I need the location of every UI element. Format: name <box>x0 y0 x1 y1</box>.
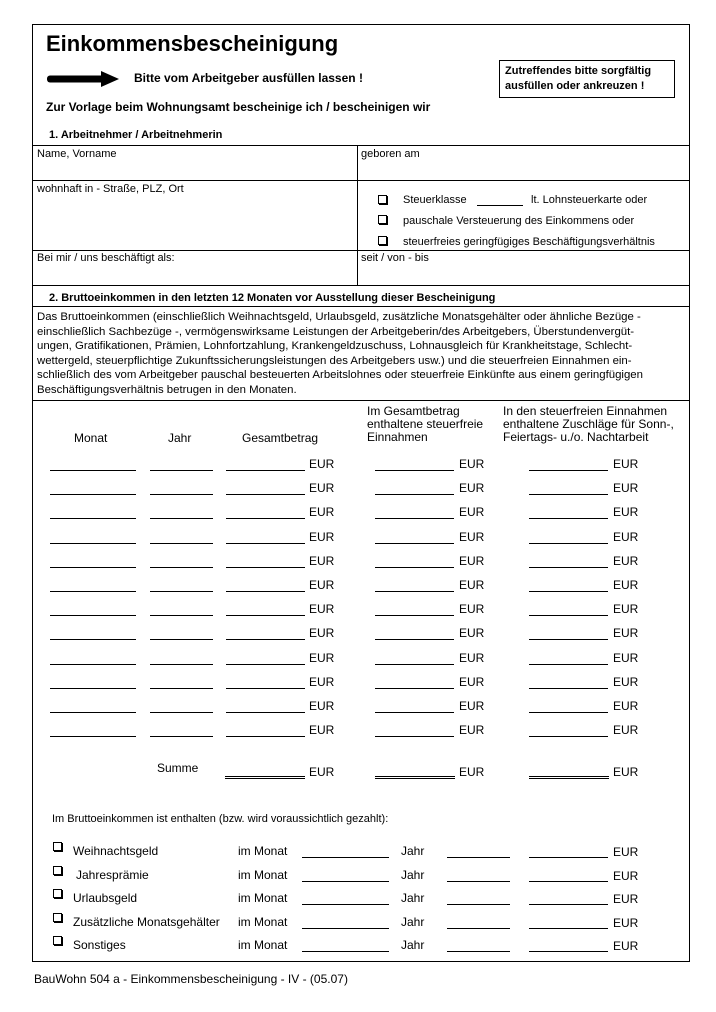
currency-label: EUR <box>459 723 485 737</box>
year-label: Jahr <box>401 915 425 929</box>
extra-label: Jahresprämie <box>76 868 149 882</box>
in-month-label: im Monat <box>238 868 288 882</box>
taxfree-amount-field[interactable] <box>375 736 454 737</box>
currency-label: EUR <box>309 505 335 519</box>
currency-label: EUR <box>459 578 485 592</box>
extra-month-field[interactable] <box>302 951 389 952</box>
income-description: Das Bruttoeinkommen (einschließlich Weihnachtsgeld, Urlaubsgeld, zusätzliche Monatsgehälter oder ähnliche Bezüge - einschließlich Sachbezüge -, vermögenswirksame Leistungen der Arbeitgeberin/des Arbeitgebers, Überstundenvergüt- ungen, Gratifikationen, Prämien, Lohnfortzahlung, Krankengeldzuschuss, Lohnausgleich für Krankheitstage, Schlecht- wettergeld, steuerpflichtige Zukunftssicherungsleistungen des Arbeitgebers usw.) und die steuerfreien Einnahmen ein- schließlich des vom Arbeitgeber pauschal besteuerten Arbeitslohnes oder steuerfreie Einkünfte aus einem geringfügigen Beschäftigungsverhältnis betrugen in den Monaten. <box>37 311 643 396</box>
extra-year-field[interactable] <box>447 928 510 929</box>
total-amount-field[interactable] <box>226 494 305 495</box>
form-footer: BauWohn 504 a - Einkommensbescheinigung - IV - (05.07) <box>34 972 348 986</box>
surcharge-amount-field[interactable] <box>529 664 608 665</box>
currency-label: EUR <box>459 505 485 519</box>
currency-label: EUR <box>309 481 335 495</box>
year-field[interactable] <box>150 664 213 665</box>
extra-amount-field[interactable] <box>529 857 608 858</box>
note-box-text: Zutreffendes bitte sorgfältig ausfüllen oder ankreuzen ! <box>505 65 652 92</box>
year-label: Jahr <box>401 938 425 952</box>
month-field[interactable] <box>50 615 136 616</box>
tax-class-suffix: lt. Lohnsteuerkarte oder <box>531 194 648 206</box>
sum-surcharge-field[interactable] <box>529 776 609 779</box>
surcharge-amount-field[interactable] <box>529 712 608 713</box>
surcharge-amount-field[interactable] <box>529 591 608 592</box>
col-total-header: Gesamtbetrag <box>242 431 319 445</box>
in-month-label: im Monat <box>238 891 288 905</box>
tax-class-prefix: Steuerklasse <box>403 194 467 206</box>
extra-month-field[interactable] <box>302 904 389 905</box>
currency-label: EUR <box>309 578 335 592</box>
month-field[interactable] <box>50 591 136 592</box>
taxfree-amount-field[interactable] <box>375 591 454 592</box>
currency-label: EUR <box>613 481 639 495</box>
tax-class-checkbox[interactable] <box>378 195 387 204</box>
extra-year-field[interactable] <box>447 857 510 858</box>
total-amount-field[interactable] <box>226 615 305 616</box>
year-label: Jahr <box>401 868 425 882</box>
currency-label: EUR <box>309 602 335 616</box>
taxfree-amount-field[interactable] <box>375 639 454 640</box>
currency-label: EUR <box>613 530 639 544</box>
in-month-label: im Monat <box>238 915 288 929</box>
col-taxfree-header: Im Gesamtbetrag enthaltene steuerfreie Einnahmen <box>367 404 484 444</box>
surcharge-amount-field[interactable] <box>529 567 608 568</box>
divider <box>32 145 690 146</box>
divider <box>32 306 690 307</box>
employed-label: Bei mir / uns beschäftigt als: <box>37 252 175 264</box>
flat-tax-checkbox[interactable] <box>378 215 387 224</box>
currency-label: EUR <box>309 765 335 779</box>
year-label: Jahr <box>401 844 425 858</box>
currency-label: EUR <box>613 723 639 737</box>
month-field[interactable] <box>50 470 136 471</box>
arrow-right-icon <box>47 71 119 87</box>
month-field[interactable] <box>50 518 136 519</box>
sum-taxfree-field[interactable] <box>375 776 455 779</box>
form-title: Einkommensbescheinigung <box>46 31 339 56</box>
currency-label: EUR <box>613 578 639 592</box>
extra-month-field[interactable] <box>302 928 389 929</box>
section2-heading: 2. Bruttoeinkommen in den letzten 12 Monaten vor Ausstellung dieser Bescheinigung <box>49 292 496 304</box>
currency-label: EUR <box>459 602 485 616</box>
taxfree-amount-field[interactable] <box>375 567 454 568</box>
extra-amount-field[interactable] <box>529 928 608 929</box>
currency-label: EUR <box>459 481 485 495</box>
surcharge-amount-field[interactable] <box>529 494 608 495</box>
sum-total-field[interactable] <box>225 776 305 779</box>
month-field[interactable] <box>50 712 136 713</box>
surcharge-amount-field[interactable] <box>529 688 608 689</box>
extra-year-field[interactable] <box>447 904 510 905</box>
total-amount-field[interactable] <box>226 518 305 519</box>
currency-label: EUR <box>459 626 485 640</box>
currency-label: EUR <box>459 651 485 665</box>
currency-label: EUR <box>309 457 335 471</box>
month-field[interactable] <box>50 543 136 544</box>
taxfree-amount-field[interactable] <box>375 470 454 471</box>
surcharge-amount-field[interactable] <box>529 518 608 519</box>
flat-tax-label: pauschale Versteuerung des Einkommens oder <box>403 215 635 227</box>
minor-employment-checkbox[interactable] <box>378 236 387 245</box>
month-field[interactable] <box>50 639 136 640</box>
extra-checkbox[interactable] <box>53 936 62 945</box>
currency-label: EUR <box>613 675 639 689</box>
extra-amount-field[interactable] <box>529 881 608 882</box>
year-field[interactable] <box>150 688 213 689</box>
total-amount-field[interactable] <box>226 664 305 665</box>
since-label: seit / von - bis <box>361 252 429 264</box>
surcharge-amount-field[interactable] <box>529 736 608 737</box>
surcharge-amount-field[interactable] <box>529 543 608 544</box>
surcharge-amount-field[interactable] <box>529 639 608 640</box>
currency-label: EUR <box>309 626 335 640</box>
total-amount-field[interactable] <box>226 639 305 640</box>
instruction-text: Bitte vom Arbeitgeber ausfüllen lassen ! <box>134 71 363 85</box>
currency-label: EUR <box>459 457 485 471</box>
total-amount-field[interactable] <box>226 567 305 568</box>
extra-year-field[interactable] <box>447 881 510 882</box>
year-field[interactable] <box>150 470 213 471</box>
total-amount-field[interactable] <box>226 470 305 471</box>
col-surcharge-header: In den steuerfreien Einnahmen enthaltene Zuschläge für Sonn-, Feiertags- u./o. Nachtarbeit <box>503 404 674 444</box>
taxfree-amount-field[interactable] <box>375 688 454 689</box>
extra-label: Zusätzliche Monatsgehälter <box>73 915 220 929</box>
taxfree-amount-field[interactable] <box>375 518 454 519</box>
year-field[interactable] <box>150 639 213 640</box>
currency-label: EUR <box>613 505 639 519</box>
total-amount-field[interactable] <box>226 736 305 737</box>
currency-label: EUR <box>613 892 639 906</box>
month-field[interactable] <box>50 688 136 689</box>
divider <box>357 145 358 285</box>
currency-label: EUR <box>459 530 485 544</box>
month-field[interactable] <box>50 664 136 665</box>
year-field[interactable] <box>150 712 213 713</box>
col-month-header: Monat <box>74 431 108 445</box>
year-field[interactable] <box>150 591 213 592</box>
extra-checkbox[interactable] <box>53 866 62 875</box>
currency-label: EUR <box>459 554 485 568</box>
currency-label: EUR <box>613 916 639 930</box>
divider <box>32 250 690 251</box>
currency-label: EUR <box>613 939 639 953</box>
surcharge-amount-field[interactable] <box>529 470 608 471</box>
month-field[interactable] <box>50 567 136 568</box>
currency-label: EUR <box>309 675 335 689</box>
extra-label: Urlaubsgeld <box>73 891 138 905</box>
year-label: Jahr <box>401 891 425 905</box>
extra-month-field[interactable] <box>302 881 389 882</box>
year-field[interactable] <box>150 567 213 568</box>
tax-class-input[interactable] <box>477 205 523 206</box>
extra-checkbox[interactable] <box>53 889 62 898</box>
currency-label: EUR <box>309 699 335 713</box>
taxfree-amount-field[interactable] <box>375 615 454 616</box>
extra-label: Weihnachtsgeld <box>73 844 159 858</box>
included-heading: Im Bruttoeinkommen ist enthalten (bzw. wird voraussichtlich gezahlt): <box>52 813 389 825</box>
born-label: geboren am <box>361 148 420 160</box>
taxfree-amount-field[interactable] <box>375 543 454 544</box>
currency-label: EUR <box>459 675 485 689</box>
currency-label: EUR <box>459 699 485 713</box>
currency-label: EUR <box>613 845 639 859</box>
currency-label: EUR <box>613 626 639 640</box>
divider <box>32 180 690 181</box>
currency-label: EUR <box>613 554 639 568</box>
currency-label: EUR <box>613 457 639 471</box>
month-field[interactable] <box>50 736 136 737</box>
currency-label: EUR <box>613 699 639 713</box>
year-field[interactable] <box>150 518 213 519</box>
month-field[interactable] <box>50 494 136 495</box>
currency-label: EUR <box>309 723 335 737</box>
total-amount-field[interactable] <box>226 712 305 713</box>
in-month-label: im Monat <box>238 938 288 952</box>
currency-label: EUR <box>459 765 485 779</box>
name-label: Name, Vorname <box>37 148 117 160</box>
taxfree-amount-field[interactable] <box>375 664 454 665</box>
extra-amount-field[interactable] <box>529 904 608 905</box>
taxfree-amount-field[interactable] <box>375 494 454 495</box>
currency-label: EUR <box>309 554 335 568</box>
year-field[interactable] <box>150 615 213 616</box>
extra-label: Sonstiges <box>73 938 126 952</box>
extra-checkbox[interactable] <box>53 913 62 922</box>
divider <box>32 400 690 401</box>
currency-label: EUR <box>309 651 335 665</box>
currency-label: EUR <box>309 530 335 544</box>
extra-checkbox[interactable] <box>53 842 62 851</box>
col-year-header: Jahr <box>168 431 192 445</box>
surcharge-amount-field[interactable] <box>529 615 608 616</box>
total-amount-field[interactable] <box>226 543 305 544</box>
taxfree-amount-field[interactable] <box>375 712 454 713</box>
sum-label: Summe <box>157 761 199 775</box>
extra-year-field[interactable] <box>447 951 510 952</box>
section1-heading: 1. Arbeitnehmer / Arbeitnehmerin <box>49 129 223 141</box>
year-field[interactable] <box>150 494 213 495</box>
extra-month-field[interactable] <box>302 857 389 858</box>
extra-amount-field[interactable] <box>529 951 608 952</box>
in-month-label: im Monat <box>238 844 288 858</box>
minor-employment-label: steuerfreies geringfügiges Beschäftigungsverhältnis <box>403 236 655 248</box>
year-field[interactable] <box>150 543 213 544</box>
currency-label: EUR <box>613 602 639 616</box>
note-box <box>499 60 675 98</box>
total-amount-field[interactable] <box>226 688 305 689</box>
year-field[interactable] <box>150 736 213 737</box>
currency-label: EUR <box>613 869 639 883</box>
currency-label: EUR <box>613 765 639 779</box>
divider <box>32 285 690 286</box>
currency-label: EUR <box>613 651 639 665</box>
total-amount-field[interactable] <box>226 591 305 592</box>
address-label: wohnhaft in - Straße, PLZ, Ort <box>37 183 184 195</box>
intro-text: Zur Vorlage beim Wohnungsamt bescheinige ich / bescheinigen wir <box>46 100 431 114</box>
